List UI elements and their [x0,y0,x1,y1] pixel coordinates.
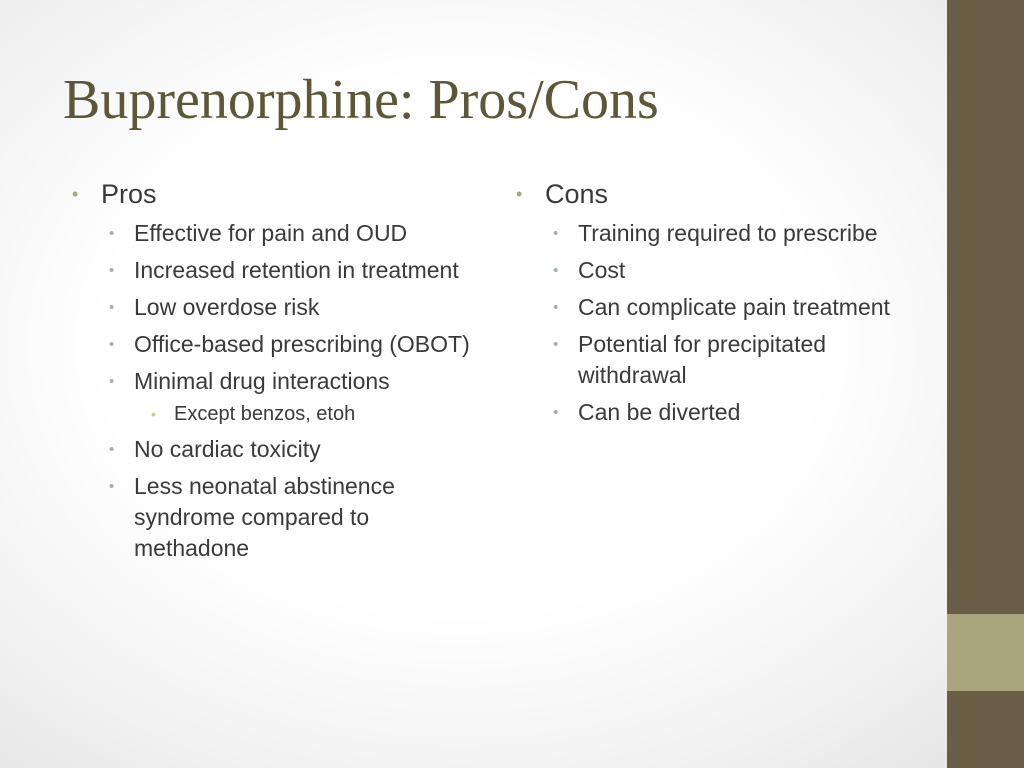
cons-item-text: Can be diverted [578,399,741,425]
bullet-icon: • [553,225,559,242]
pros-subitem-text: Except benzos, etoh [174,403,356,425]
bullet-icon: • [516,184,523,204]
bullet-icon: • [109,478,115,495]
bullet-icon: • [553,404,559,421]
pros-column [70,176,490,564]
bullet-icon: • [151,406,156,422]
cons-item-text: Potential for precipitated withdrawal [578,331,827,388]
bullet-icon: • [109,225,115,242]
list-item [545,292,934,323]
cons-item-text: Can complicate pain treatment [578,294,890,320]
bullet-icon: • [109,336,115,353]
bullet-icon: • [109,299,115,316]
list-item [101,434,490,465]
sub-list-item [134,400,490,428]
pros-heading-item [70,176,490,564]
sidebar-accent-block [947,614,1024,691]
pros-item-text: Minimal drug interactions [134,368,390,394]
bullet-icon: • [109,373,115,390]
pros-heading: Pros [101,179,157,209]
list-item [101,218,490,249]
bullet-icon: • [553,336,559,353]
bullet-icon: • [553,262,559,279]
pros-item-text: Effective for pain and OUD [134,220,408,246]
bullet-icon: • [109,441,115,458]
bullet-icon: • [553,299,559,316]
cons-item-text: Cost [578,257,626,283]
list-item [101,292,490,323]
list-item [101,329,490,360]
list-item [545,329,934,391]
list-item [101,366,490,428]
pros-item-text: Increased retention in treatment [134,257,459,283]
bullet-icon: • [109,262,115,279]
list-item [101,471,490,564]
list-item [545,218,934,249]
cons-heading: Cons [545,179,609,209]
pros-item-text: Less neonatal abstinence syndrome compared to methadone [134,473,395,561]
cons-item-text: Training required to prescribe [578,220,878,246]
cons-column [514,176,934,428]
pros-item-text: No cardiac toxicity [134,436,321,462]
pros-item-text: Low overdose risk [134,294,320,320]
cons-heading-item [514,176,934,428]
slide-title: Buprenorphine: Pros/Cons [63,69,659,131]
list-item [545,255,934,286]
list-item [545,397,934,428]
bullet-icon: • [72,184,79,204]
list-item [101,255,490,286]
pros-item-text: Office-based prescribing (OBOT) [134,331,470,357]
